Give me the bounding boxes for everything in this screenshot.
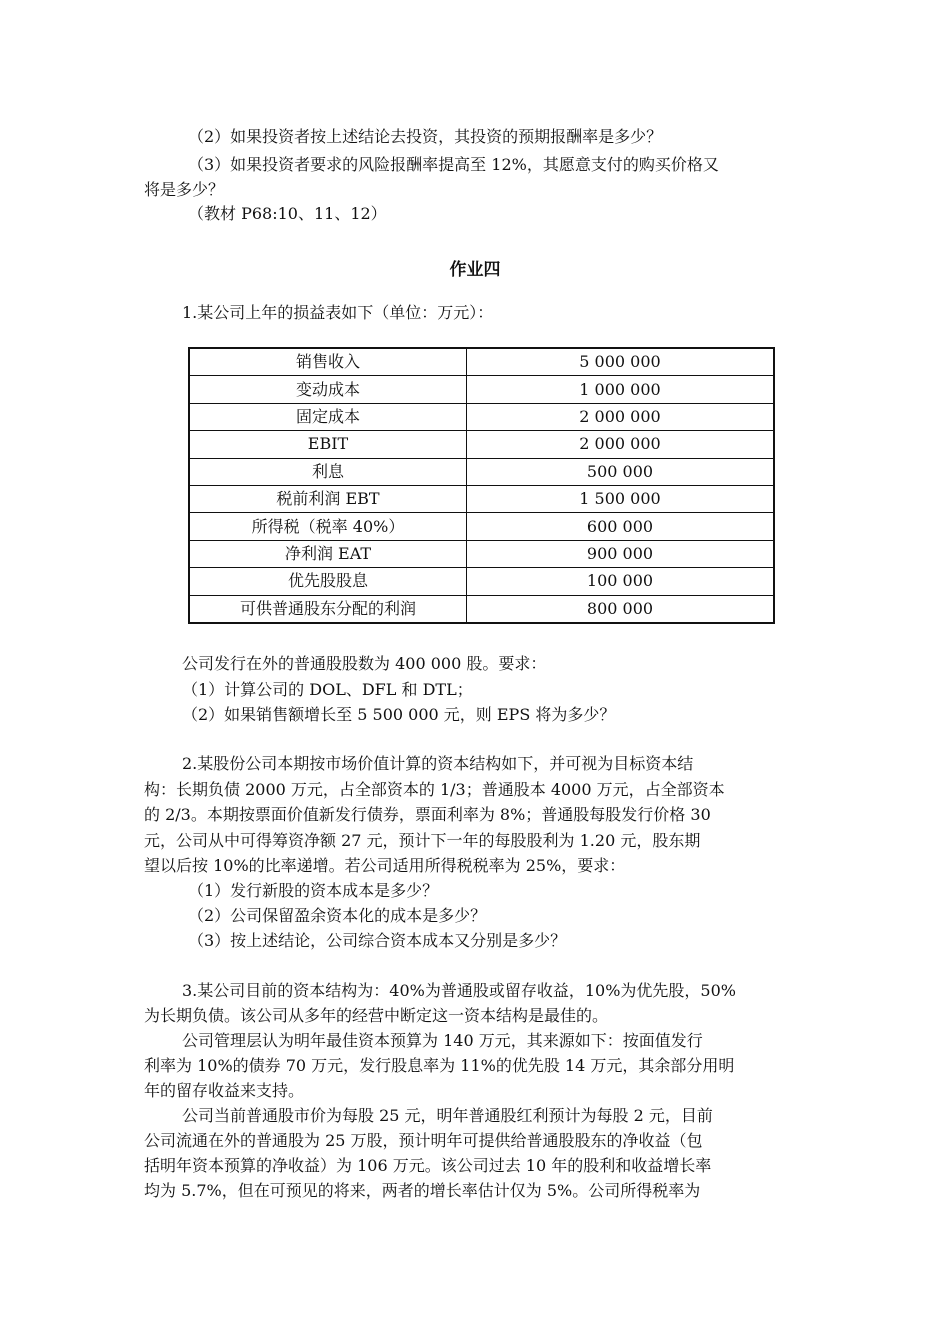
- row-label: 优先股股息: [189, 568, 467, 595]
- problem2-req1: （1）发行新股的资本成本是多少？: [188, 881, 439, 900]
- row-value: 600 000: [467, 513, 775, 540]
- problem3-line3: 公司管理层认为明年最佳资本预算为 140 万元，其来源如下：按面值发行: [182, 1031, 703, 1050]
- problem2-req2: （2）公司保留盈余资本化的成本是多少？: [188, 906, 487, 925]
- textbook-reference: （教材 P68:10、11、12）: [188, 204, 387, 223]
- row-label: 可供普通股东分配的利润: [189, 595, 467, 623]
- table-row: [189, 568, 774, 595]
- row-value: 1 500 000: [467, 485, 775, 512]
- row-label: 税前利润 EBT: [189, 485, 467, 512]
- problem1-req2: （2）如果销售额增长至 5 500 000 元，则 EPS 将为多少？: [182, 705, 616, 724]
- row-label: 变动成本: [189, 376, 467, 403]
- problem2-line2: 构：长期负债 2000 万元，占全部资本的 1/3；普通股本 4000 万元，占全部资本: [144, 780, 725, 799]
- table-row: [189, 376, 774, 403]
- problem3-line5: 年的留存收益来支持。: [144, 1081, 305, 1100]
- problem3-line4: 利率为 10%的债券 70 万元，发行股息率为 11%的优先股 14 万元，其余部分用明: [144, 1056, 735, 1075]
- problem2-req3: （3）按上述结论，公司综合资本成本又分别是多少？: [188, 931, 567, 950]
- table-row: [189, 540, 774, 567]
- table-row: [189, 348, 774, 376]
- problem3-line2: 为长期负债。该公司从多年的经营中断定这一资本结构是最佳的。: [144, 1006, 609, 1025]
- row-label: 销售收入: [189, 348, 467, 376]
- problem3-line8: 括明年资本预算的净收益）为 106 万元。该公司过去 10 年的股利和收益增长率: [144, 1156, 712, 1175]
- row-label: 固定成本: [189, 403, 467, 430]
- problem1-stem: 1.某公司上年的损益表如下（单位：万元）：: [182, 303, 494, 322]
- row-label: 净利润 EAT: [189, 540, 467, 567]
- table-row: [189, 485, 774, 512]
- problem2-line5: 望以后按 10%的比率递增。若公司适用所得税税率为 25%，要求：: [144, 856, 626, 875]
- problem3-line9: 均为 5.7%，但在可预见的将来，两者的增长率估计仅为 5%。公司所得税率为: [144, 1181, 701, 1200]
- problem3-line7: 公司流通在外的普通股为 25 万股，预计明年可提供给普通股股东的净收益（包: [144, 1131, 703, 1150]
- table-row: [189, 595, 774, 623]
- row-value: 5 000 000: [467, 348, 775, 376]
- income-statement-table: [188, 347, 775, 624]
- problem3-line1: 3.某公司目前的资本结构为：40%为普通股或留存收益，10%为优先股，50%: [182, 981, 736, 1000]
- row-value: 500 000: [467, 458, 775, 485]
- section-title: 作业四: [449, 260, 501, 280]
- row-value: 800 000: [467, 595, 775, 623]
- row-label: 利息: [189, 458, 467, 485]
- row-label: 所得税（税率 40%）: [189, 513, 467, 540]
- row-value: 1 000 000: [467, 376, 775, 403]
- row-value: 100 000: [467, 568, 775, 595]
- problem1-shares: 公司发行在外的普通股股数为 400 000 股。要求：: [182, 654, 547, 673]
- problem2-line4: 元，公司从中可得筹资净额 27 元，预计下一年的每股股利为 1.20 元，股东期: [144, 831, 701, 850]
- table-row: [189, 458, 774, 485]
- row-value: 2 000 000: [467, 403, 775, 430]
- table-row: [189, 403, 774, 430]
- problem2-line1: 2.某股份公司本期按市场价值计算的资本结构如下，并可视为目标资本结: [182, 754, 694, 773]
- table-row: [189, 431, 774, 458]
- intro-q2: （2）如果投资者按上述结论去投资，其投资的预期报酬率是多少？: [188, 127, 663, 146]
- row-value: 2 000 000: [467, 431, 775, 458]
- problem3-line6: 公司当前普通股市价为每股 25 元，明年普通股红利预计为每股 2 元，目前: [182, 1106, 713, 1125]
- row-value: 900 000: [467, 540, 775, 567]
- row-label: EBIT: [189, 431, 467, 458]
- intro-q3-line2: 将是多少？: [144, 180, 225, 199]
- intro-q3-line1: （3）如果投资者要求的风险报酬率提高至 12%，其愿意支付的购买价格又: [188, 155, 719, 174]
- table-row: [189, 513, 774, 540]
- problem2-line3: 的 2/3。本期按票面价值新发行债券，票面利率为 8%；普通股每股发行价格 30: [144, 805, 711, 824]
- problem1-req1: （1）计算公司的 DOL、DFL 和 DTL；: [182, 680, 473, 699]
